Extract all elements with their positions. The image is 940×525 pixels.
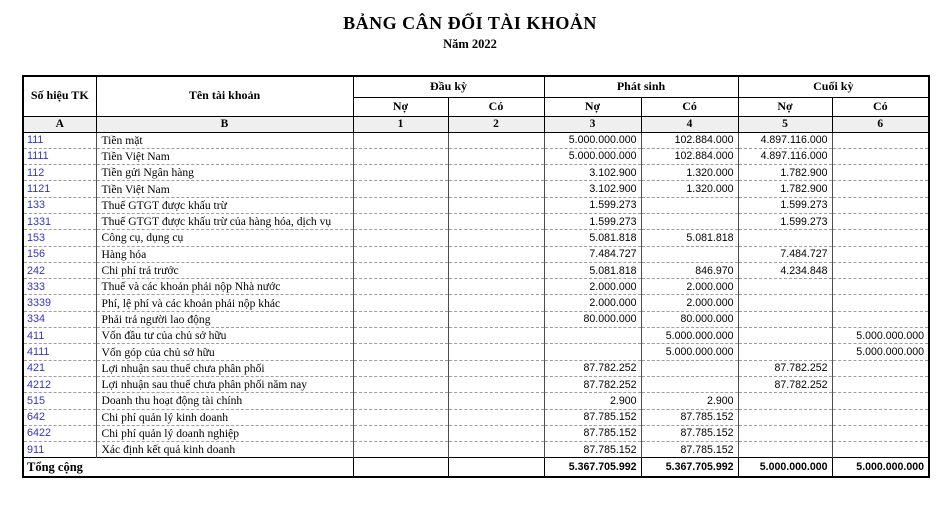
- arising-credit-cell: 5.000.000.000: [641, 328, 738, 344]
- opening-debit-cell: [353, 328, 448, 344]
- account-number-cell: 3339: [23, 295, 96, 311]
- arising-debit-cell: 3.102.900: [544, 165, 641, 181]
- closing-debit-cell: [738, 230, 832, 246]
- opening-credit-cell: [448, 393, 544, 409]
- closing-credit-cell: [832, 311, 929, 327]
- closing-credit-cell: [832, 181, 929, 197]
- index-cell-3: 3: [544, 116, 641, 132]
- account-number-cell: 334: [23, 311, 96, 327]
- arising-credit-cell: 2.000.000: [641, 295, 738, 311]
- arising-debit-cell: 80.000.000: [544, 311, 641, 327]
- closing-credit-cell: 5.000.000.000: [832, 344, 929, 360]
- closing-credit-cell: [832, 197, 929, 213]
- closing-credit-cell: [832, 409, 929, 425]
- account-name-cell: Tiền Việt Nam: [96, 148, 353, 164]
- index-cell-1: 1: [353, 116, 448, 132]
- arising-debit-cell: 5.081.818: [544, 230, 641, 246]
- account-name-cell: Hàng hóa: [96, 246, 353, 262]
- opening-debit-cell: [353, 230, 448, 246]
- header-closing-credit: Có: [832, 97, 929, 116]
- table-row: [23, 148, 929, 164]
- arising-credit-cell: [641, 360, 738, 376]
- account-name-cell: Lợi nhuận sau thuế chưa phân phối năm nay: [96, 376, 353, 392]
- opening-debit-cell: [353, 181, 448, 197]
- opening-credit-cell: [448, 425, 544, 441]
- header-arising: Phát sinh: [544, 76, 738, 97]
- opening-credit-cell: [448, 165, 544, 181]
- account-number-cell: 911: [23, 442, 96, 458]
- closing-debit-cell: [738, 328, 832, 344]
- account-name-cell: Chi phí trả trước: [96, 262, 353, 278]
- header-arising-debit: Nợ: [544, 97, 641, 116]
- opening-credit-cell: [448, 360, 544, 376]
- account-name-cell: Phí, lệ phí và các khoản phải nộp khác: [96, 295, 353, 311]
- opening-debit-cell: [353, 213, 448, 229]
- closing-credit-cell: [832, 213, 929, 229]
- account-name-cell: Xác định kết quả kinh doanh: [96, 442, 353, 458]
- closing-credit-cell: [832, 376, 929, 392]
- opening-credit-cell: [448, 132, 544, 148]
- account-number-cell: 515: [23, 393, 96, 409]
- trial-balance-table: [22, 75, 930, 478]
- arising-debit-cell: 5.000.000.000: [544, 148, 641, 164]
- arising-credit-cell: 102.884.000: [641, 132, 738, 148]
- arising-debit-cell: [544, 344, 641, 360]
- total-label: Tổng cộng: [23, 458, 353, 477]
- account-number-cell: 421: [23, 360, 96, 376]
- opening-debit-cell: [353, 425, 448, 441]
- opening-debit-cell: [353, 246, 448, 262]
- closing-credit-cell: [832, 262, 929, 278]
- arising-debit-cell: 87.785.152: [544, 409, 641, 425]
- table-row: [23, 409, 929, 425]
- closing-credit-cell: [832, 230, 929, 246]
- table-row: [23, 425, 929, 441]
- arising-debit-cell: 3.102.900: [544, 181, 641, 197]
- closing-credit-cell: [832, 360, 929, 376]
- opening-debit-cell: [353, 148, 448, 164]
- opening-debit-cell: [353, 442, 448, 458]
- opening-credit-cell: [448, 376, 544, 392]
- opening-credit-cell: [448, 295, 544, 311]
- arising-debit-cell: 1.599.273: [544, 197, 641, 213]
- opening-credit-cell: [448, 344, 544, 360]
- account-name-cell: Thuế GTGT được khấu trừ: [96, 197, 353, 213]
- account-name-cell: Vốn góp của chủ sở hữu: [96, 344, 353, 360]
- arising-credit-cell: [641, 376, 738, 392]
- closing-credit-cell: [832, 425, 929, 441]
- account-name-cell: Vốn đầu tư của chủ sở hữu: [96, 328, 353, 344]
- closing-debit-cell: 4.234.848: [738, 262, 832, 278]
- arising-debit-cell: 2.900: [544, 393, 641, 409]
- opening-credit-cell: [448, 148, 544, 164]
- account-number-cell: 156: [23, 246, 96, 262]
- table-row: [23, 279, 929, 295]
- opening-debit-cell: [353, 295, 448, 311]
- arising-credit-cell: [641, 246, 738, 262]
- table-row: [23, 360, 929, 376]
- account-number-cell: 4111: [23, 344, 96, 360]
- closing-credit-cell: [832, 165, 929, 181]
- total-arising-credit: 5.367.705.992: [641, 458, 738, 477]
- opening-credit-cell: [448, 213, 544, 229]
- index-cell-a: A: [23, 116, 96, 132]
- table-row: [23, 262, 929, 278]
- header-opening-debit: Nợ: [353, 97, 448, 116]
- page-subtitle: Năm 2022: [443, 37, 497, 51]
- closing-credit-cell: [832, 279, 929, 295]
- index-cell-b: B: [96, 116, 353, 132]
- opening-credit-cell: [448, 181, 544, 197]
- account-name-cell: Công cụ, dụng cụ: [96, 230, 353, 246]
- opening-credit-cell: [448, 442, 544, 458]
- opening-credit-cell: [448, 197, 544, 213]
- opening-credit-cell: [448, 279, 544, 295]
- header-closing-debit: Nợ: [738, 97, 832, 116]
- arising-debit-cell: 87.785.152: [544, 442, 641, 458]
- closing-debit-cell: [738, 311, 832, 327]
- account-number-cell: 133: [23, 197, 96, 213]
- opening-debit-cell: [353, 262, 448, 278]
- closing-debit-cell: [738, 442, 832, 458]
- closing-debit-cell: [738, 409, 832, 425]
- arising-debit-cell: 87.785.152: [544, 425, 641, 441]
- closing-debit-cell: 87.782.252: [738, 376, 832, 392]
- opening-credit-cell: [448, 246, 544, 262]
- arising-credit-cell: 87.785.152: [641, 409, 738, 425]
- arising-credit-cell: 102.884.000: [641, 148, 738, 164]
- table-row: [23, 344, 929, 360]
- table-row: [23, 213, 929, 229]
- account-name-cell: Chi phí quản lý doanh nghiệp: [96, 425, 353, 441]
- header-arising-credit: Có: [641, 97, 738, 116]
- arising-credit-cell: 2.000.000: [641, 279, 738, 295]
- table-row: [23, 132, 929, 148]
- arising-credit-cell: 846.970: [641, 262, 738, 278]
- arising-credit-cell: [641, 213, 738, 229]
- account-number-cell: 111: [23, 132, 96, 148]
- account-number-cell: 1331: [23, 213, 96, 229]
- table-row: [23, 295, 929, 311]
- account-number-cell: 4212: [23, 376, 96, 392]
- closing-credit-cell: [832, 246, 929, 262]
- table-row: [23, 197, 929, 213]
- closing-credit-cell: [832, 132, 929, 148]
- header-opening-period: Đầu kỳ: [353, 76, 544, 97]
- account-number-cell: 642: [23, 409, 96, 425]
- opening-debit-cell: [353, 376, 448, 392]
- closing-debit-cell: 4.897.116.000: [738, 132, 832, 148]
- total-arising-debit: 5.367.705.992: [544, 458, 641, 477]
- header-closing-period: Cuối kỳ: [738, 76, 929, 97]
- opening-debit-cell: [353, 311, 448, 327]
- table-row: [23, 311, 929, 327]
- table-row: [23, 376, 929, 392]
- closing-credit-cell: [832, 295, 929, 311]
- closing-debit-cell: [738, 393, 832, 409]
- account-number-cell: 411: [23, 328, 96, 344]
- arising-debit-cell: 5.081.818: [544, 262, 641, 278]
- closing-credit-cell: [832, 148, 929, 164]
- account-number-cell: 333: [23, 279, 96, 295]
- account-number-cell: 112: [23, 165, 96, 181]
- arising-debit-cell: 2.000.000: [544, 279, 641, 295]
- opening-debit-cell: [353, 132, 448, 148]
- arising-credit-cell: [641, 197, 738, 213]
- closing-debit-cell: [738, 279, 832, 295]
- closing-debit-cell: [738, 425, 832, 441]
- arising-credit-cell: 2.900: [641, 393, 738, 409]
- table-row: [23, 181, 929, 197]
- account-name-cell: Chi phí quản lý kinh doanh: [96, 409, 353, 425]
- account-number-cell: 1111: [23, 148, 96, 164]
- account-name-cell: Tiền gửi Ngân hàng: [96, 165, 353, 181]
- opening-debit-cell: [353, 279, 448, 295]
- account-number-cell: 242: [23, 262, 96, 278]
- arising-debit-cell: 7.484.727: [544, 246, 641, 262]
- index-cell-2: 2: [448, 116, 544, 132]
- total-opening-credit: [448, 458, 544, 477]
- table-row: [23, 230, 929, 246]
- account-number-cell: 153: [23, 230, 96, 246]
- closing-credit-cell: 5.000.000.000: [832, 328, 929, 344]
- arising-credit-cell: 1.320.000: [641, 181, 738, 197]
- opening-credit-cell: [448, 311, 544, 327]
- account-name-cell: Thuế GTGT được khấu trừ của hàng hóa, dịch vụ: [96, 213, 353, 229]
- closing-credit-cell: [832, 442, 929, 458]
- opening-credit-cell: [448, 328, 544, 344]
- account-name-cell: Lợi nhuận sau thuế chưa phân phối: [96, 360, 353, 376]
- closing-debit-cell: 7.484.727: [738, 246, 832, 262]
- account-name-cell: Tiền mặt: [96, 132, 353, 148]
- account-name-cell: Tiền Việt Nam: [96, 181, 353, 197]
- total-closing-credit: 5.000.000.000: [832, 458, 929, 477]
- account-name-cell: Doanh thu hoạt động tài chính: [96, 393, 353, 409]
- arising-credit-cell: 80.000.000: [641, 311, 738, 327]
- account-number-cell: 6422: [23, 425, 96, 441]
- opening-debit-cell: [353, 344, 448, 360]
- opening-debit-cell: [353, 360, 448, 376]
- arising-credit-cell: 87.785.152: [641, 442, 738, 458]
- opening-debit-cell: [353, 393, 448, 409]
- table-row: [23, 442, 929, 458]
- account-name-cell: Thuế và các khoản phải nộp Nhà nước: [96, 279, 353, 295]
- arising-debit-cell: [544, 328, 641, 344]
- account-number-cell: 1121: [23, 181, 96, 197]
- table-row: [23, 393, 929, 409]
- arising-debit-cell: 87.782.252: [544, 376, 641, 392]
- opening-credit-cell: [448, 409, 544, 425]
- arising-credit-cell: 87.785.152: [641, 425, 738, 441]
- arising-credit-cell: 5.081.818: [641, 230, 738, 246]
- closing-debit-cell: 1.782.900: [738, 165, 832, 181]
- table-row: [23, 246, 929, 262]
- closing-debit-cell: 87.782.252: [738, 360, 832, 376]
- opening-debit-cell: [353, 197, 448, 213]
- index-cell-6: 6: [832, 116, 929, 132]
- closing-debit-cell: [738, 344, 832, 360]
- total-opening-debit: [353, 458, 448, 477]
- opening-debit-cell: [353, 165, 448, 181]
- account-name-cell: Phải trả người lao động: [96, 311, 353, 327]
- total-row: [23, 458, 929, 477]
- closing-credit-cell: [832, 393, 929, 409]
- opening-credit-cell: [448, 230, 544, 246]
- header-account-name: Tên tài khoản: [96, 76, 353, 116]
- closing-debit-cell: 1.599.273: [738, 213, 832, 229]
- closing-debit-cell: 4.897.116.000: [738, 148, 832, 164]
- table-row: [23, 328, 929, 344]
- arising-debit-cell: 2.000.000: [544, 295, 641, 311]
- table-row: [23, 165, 929, 181]
- arising-credit-cell: 1.320.000: [641, 165, 738, 181]
- opening-debit-cell: [353, 409, 448, 425]
- index-cell-4: 4: [641, 116, 738, 132]
- opening-credit-cell: [448, 262, 544, 278]
- closing-debit-cell: [738, 295, 832, 311]
- total-closing-debit: 5.000.000.000: [738, 458, 832, 477]
- closing-debit-cell: 1.599.273: [738, 197, 832, 213]
- arising-debit-cell: 5.000.000.000: [544, 132, 641, 148]
- closing-debit-cell: 1.782.900: [738, 181, 832, 197]
- header-opening-credit: Có: [448, 97, 544, 116]
- header-account-number: Số hiệu TK: [23, 76, 96, 116]
- arising-debit-cell: 1.599.273: [544, 213, 641, 229]
- page-title: BẢNG CÂN ĐỐI TÀI KHOẢN: [343, 13, 597, 33]
- index-cell-5: 5: [738, 116, 832, 132]
- arising-credit-cell: 5.000.000.000: [641, 344, 738, 360]
- arising-debit-cell: 87.782.252: [544, 360, 641, 376]
